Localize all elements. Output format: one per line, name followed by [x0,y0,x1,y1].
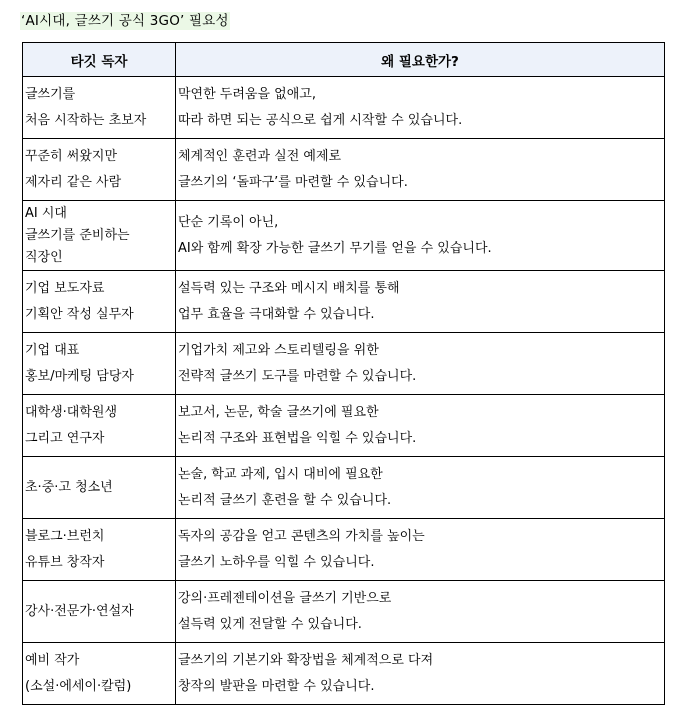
target-cell [23,139,176,201]
reason-line: 막연한 두려움을 없애고, [178,86,316,102]
table-row [23,643,665,705]
reason-line: 강의·프레젠테이션을 글쓰기 기반으로 [178,590,392,606]
reason-line: 업무 효율을 극대화할 수 있습니다. [178,306,375,322]
table-row [23,457,665,519]
reason-line: 글쓰기의 기본기와 확장법을 체계적으로 다져 [178,652,434,668]
reason-line: 논술, 학교 과제, 입시 대비에 필요한 [178,466,383,482]
reason-cell [176,271,665,333]
target-cell [23,271,176,333]
reason-cell [176,643,665,705]
reason-line: 단순 기록이 아닌, [178,214,279,230]
reason-line: 논리적 구조와 표현법을 익힐 수 있습니다. [178,430,417,446]
document-title: ‘AI시대, 글쓰기 공식 3GO’ 필요성 [21,13,229,29]
table-row [23,139,665,201]
target-line: 대학생·대학원생 [25,404,118,420]
reason-line: 따라 하면 되는 공식으로 쉽게 시작할 수 있습니다. [178,112,463,128]
reason-cell [176,395,665,457]
target-line: 강사·전문가·연설자 [25,603,134,619]
reason-line: 설득력 있게 전달할 수 있습니다. [178,616,362,632]
reason-cell [176,519,665,581]
reason-line: 설득력 있는 구조와 메시지 배치를 통해 [178,280,400,296]
reason-cell [176,581,665,643]
target-cell [23,519,176,581]
target-line: 처음 시작하는 초보자 [25,112,147,128]
target-line: 제자리 같은 사람 [25,174,122,190]
target-reader-table [22,42,665,705]
table-header-row [23,43,665,77]
target-cell [23,643,176,705]
target-line: 기업 보도자료 [25,280,105,296]
target-line: 그리고 연구자 [25,430,105,446]
reason-cell [176,139,665,201]
header-why-needed: 왜 필요한가? [176,43,665,77]
reason-line: 글쓰기 노하우를 익힐 수 있습니다. [178,554,375,570]
target-line: 직장인 [25,249,63,265]
reason-line: 전략적 글쓰기 도구를 마련할 수 있습니다. [178,368,417,384]
target-cell [23,77,176,139]
table-row [23,581,665,643]
table-row [23,519,665,581]
target-cell [23,457,176,519]
target-line: 유튜브 창작자 [25,554,105,570]
target-line: 예비 작가 [25,652,80,668]
target-cell [23,333,176,395]
target-line: 홍보/마케팅 담당자 [25,368,134,384]
table-row [23,201,665,271]
target-line: AI 시대 [25,205,67,221]
reason-cell [176,457,665,519]
target-line: 글쓰기를 준비하는 [25,227,130,243]
table-row [23,77,665,139]
target-line: 글쓰기를 [25,86,76,102]
reason-line: 글쓰기의 ‘돌파구’를 마련할 수 있습니다. [178,174,408,190]
table-row [23,333,665,395]
reason-line: 독자의 공감을 얻고 콘텐츠의 가치를 높이는 [178,528,425,544]
target-line: (소설·에세이·칼럼) [25,678,132,694]
header-target-reader: 타깃 독자 [23,43,176,77]
reason-cell [176,77,665,139]
target-cell [23,395,176,457]
reason-line: 체계적인 훈련과 실전 예제로 [178,148,342,164]
target-line: 초·중·고 청소년 [25,479,113,495]
target-line: 기획안 작성 실무자 [25,306,134,322]
target-line: 블로그·브런치 [25,528,105,544]
table-row [23,271,665,333]
reason-line: 창작의 발판을 마련할 수 있습니다. [178,678,375,694]
table-row [23,395,665,457]
reason-line: 보고서, 논문, 학술 글쓰기에 필요한 [178,404,379,420]
target-cell [23,201,176,271]
reason-line: 기업가치 제고와 스토리텔링을 위한 [178,342,379,358]
target-line: 기업 대표 [25,342,80,358]
reason-line: AI와 함께 확장 가능한 글쓰기 무기를 얻을 수 있습니다. [178,240,492,256]
reason-cell [176,333,665,395]
reason-line: 논리적 글쓰기 훈련을 할 수 있습니다. [178,492,392,508]
reason-cell [176,201,665,271]
target-line: 꾸준히 써왔지만 [25,148,118,164]
target-cell [23,581,176,643]
